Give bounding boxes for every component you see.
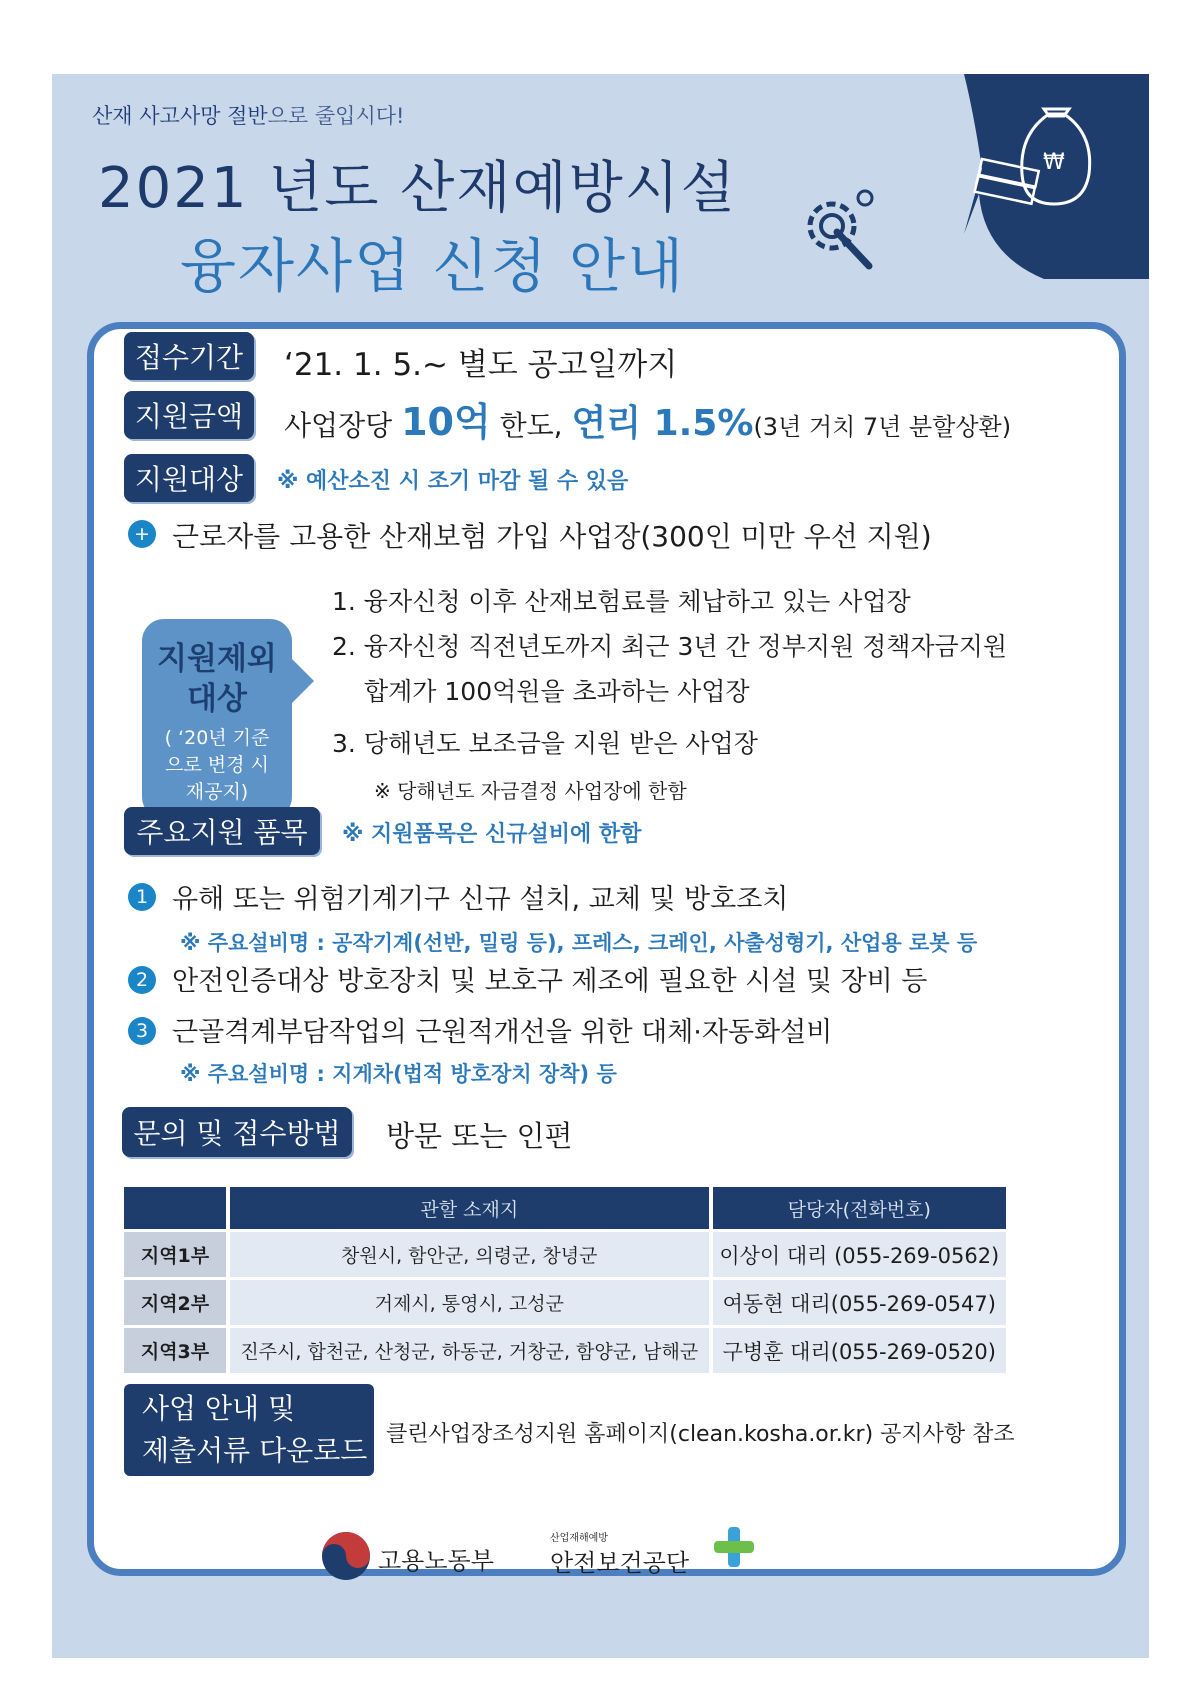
content-panel [87,322,1126,1576]
item-1-text: 유해 또는 위험기계기구 신규 설치, 교체 및 방호조치 [172,884,789,915]
slogan-rest: 으로 줄입시다! [267,104,405,128]
exclusion-title-1: 지원제외 [157,641,277,677]
reception-label: 접수기간 [124,332,254,380]
amount-label: 지원금액 [124,391,254,439]
row-label: 지역1부 [124,1229,226,1277]
items-note: ※ 지원품목은 신규설비에 한함 [342,822,642,847]
row-region: 거제시, 통영시, 고성군 [226,1277,709,1325]
footer-logos [320,1525,780,1585]
reception-value: ‘21. 1. 5.~ 별도 공고일까지 [284,347,678,383]
title-line-1: 2021 년도 산재예방시설 [98,156,737,221]
download-label [124,1384,374,1476]
target-item: 근로자를 고용한 산재보험 가입 사업장(300인 미만 우선 지원) [172,520,932,553]
header-contact: 담당자(전화번호) [709,1187,1006,1229]
row-region: 창원시, 함안군, 의령군, 창녕군 [226,1229,709,1277]
row-label: 지역2부 [124,1277,226,1325]
download-label-2: 제출서류 다운로드 [142,1434,368,1467]
item-number-3: 3 [128,1017,156,1045]
title-line-2: 융자사업 신청 안내 [180,232,686,300]
gear-wrench-icon [797,184,882,274]
exclusion-note: ※ 당해년도 자금결정 사업장에 한함 [374,779,687,803]
table-row [124,1229,1006,1277]
amount-limit: 10억 [401,400,491,444]
item-number-1: 1 [128,883,156,911]
item-1-sub: ※ 주요설비명 : 공작기계(선반, 밀링 등), 프레스, 크레인, 사출성형기, 산업용 로봇 등 [180,931,978,955]
contact-value: 방문 또는 인편 [386,1119,573,1153]
header-region: 관할 소재지 [226,1187,709,1229]
item-2-text: 안전인증대상 방호장치 및 보호구 제조에 필요한 시설 및 장비 등 [172,966,928,997]
exclusion-badge [142,619,292,819]
item-3-text: 근골격계부담작업의 근원적개선을 위한 대체·자동화설비 [172,1017,833,1048]
row-contact: 이상이 대리 (055-269-0562) [709,1229,1006,1277]
item-3-sub: ※ 주요설비명 : 지게차(법적 방호장치 장착) 등 [180,1062,617,1086]
ministry-name: 고용노동부 [378,1547,494,1575]
row-contact: 여동현 대리(055-269-0547) [709,1277,1006,1325]
kosha-small-text: 산업재해예방 [550,1533,608,1544]
exclusion-sub-3: 재공지) [185,781,249,803]
exclusion-item-2: 2. 융자신청 직전년도까지 최근 3년 간 정부지원 정책자금지원 [332,632,1007,661]
amount-value [284,391,1011,446]
table-row [124,1325,1006,1373]
office-table [124,1187,1006,1373]
poster [52,74,1149,1658]
interest-rate: 연리 1.5% [571,403,754,444]
download-text: 클린사업장조성지원 홈페이지(clean.kosha.or.kr) 공지사항 참조 [386,1422,1015,1447]
contact-label: 문의 및 접수방법 [122,1107,352,1157]
plus-icon: + [128,520,156,548]
slogan [92,100,404,130]
table-header [124,1187,1006,1229]
exclusion-item-2-cont: 합계가 100억원을 초과하는 사업장 [364,677,750,706]
exclusion-sub-1: ( ‘20년 기준 [164,727,270,749]
row-label: 지역3부 [124,1325,226,1373]
money-bag-illustration [924,74,1149,279]
amount-terms: (3년 거치 7년 분할상환) [753,413,1012,441]
table-row [124,1277,1006,1325]
exclusion-sub-2: 으로 변경 시 [165,754,269,776]
amount-pre: 사업장당 [284,409,402,442]
items-label: 주요지원 품목 [124,807,320,855]
slogan-highlight: 산재 사고사망 절반 [92,104,268,128]
row-contact: 구병훈 대리(055-269-0520) [709,1325,1006,1373]
download-label-1: 사업 안내 및 [142,1392,296,1425]
exclusion-title-2: 대상 [187,681,247,717]
amount-mid: 한도, [490,409,572,442]
row-region: 진주시, 합천군, 산청군, 하동군, 거창군, 함양군, 남해군 [226,1325,709,1373]
header-blank [124,1187,226,1229]
kosha-name: 안전보건공단 [550,1549,690,1577]
taegeuk-logo-icon [320,1530,372,1582]
target-label: 지원대상 [124,454,254,502]
budget-note: ※ 예산소진 시 조기 마감 될 수 있음 [277,469,629,494]
kosha-cross-icon [712,1525,756,1569]
item-number-2: 2 [128,966,156,994]
svg-text:₩: ₩ [1043,150,1065,175]
exclusion-item-1: 1. 융자신청 이후 산재보험료를 체납하고 있는 사업장 [332,587,911,616]
exclusion-item-3: 3. 당해년도 보조금을 지원 받은 사업장 [332,729,758,758]
